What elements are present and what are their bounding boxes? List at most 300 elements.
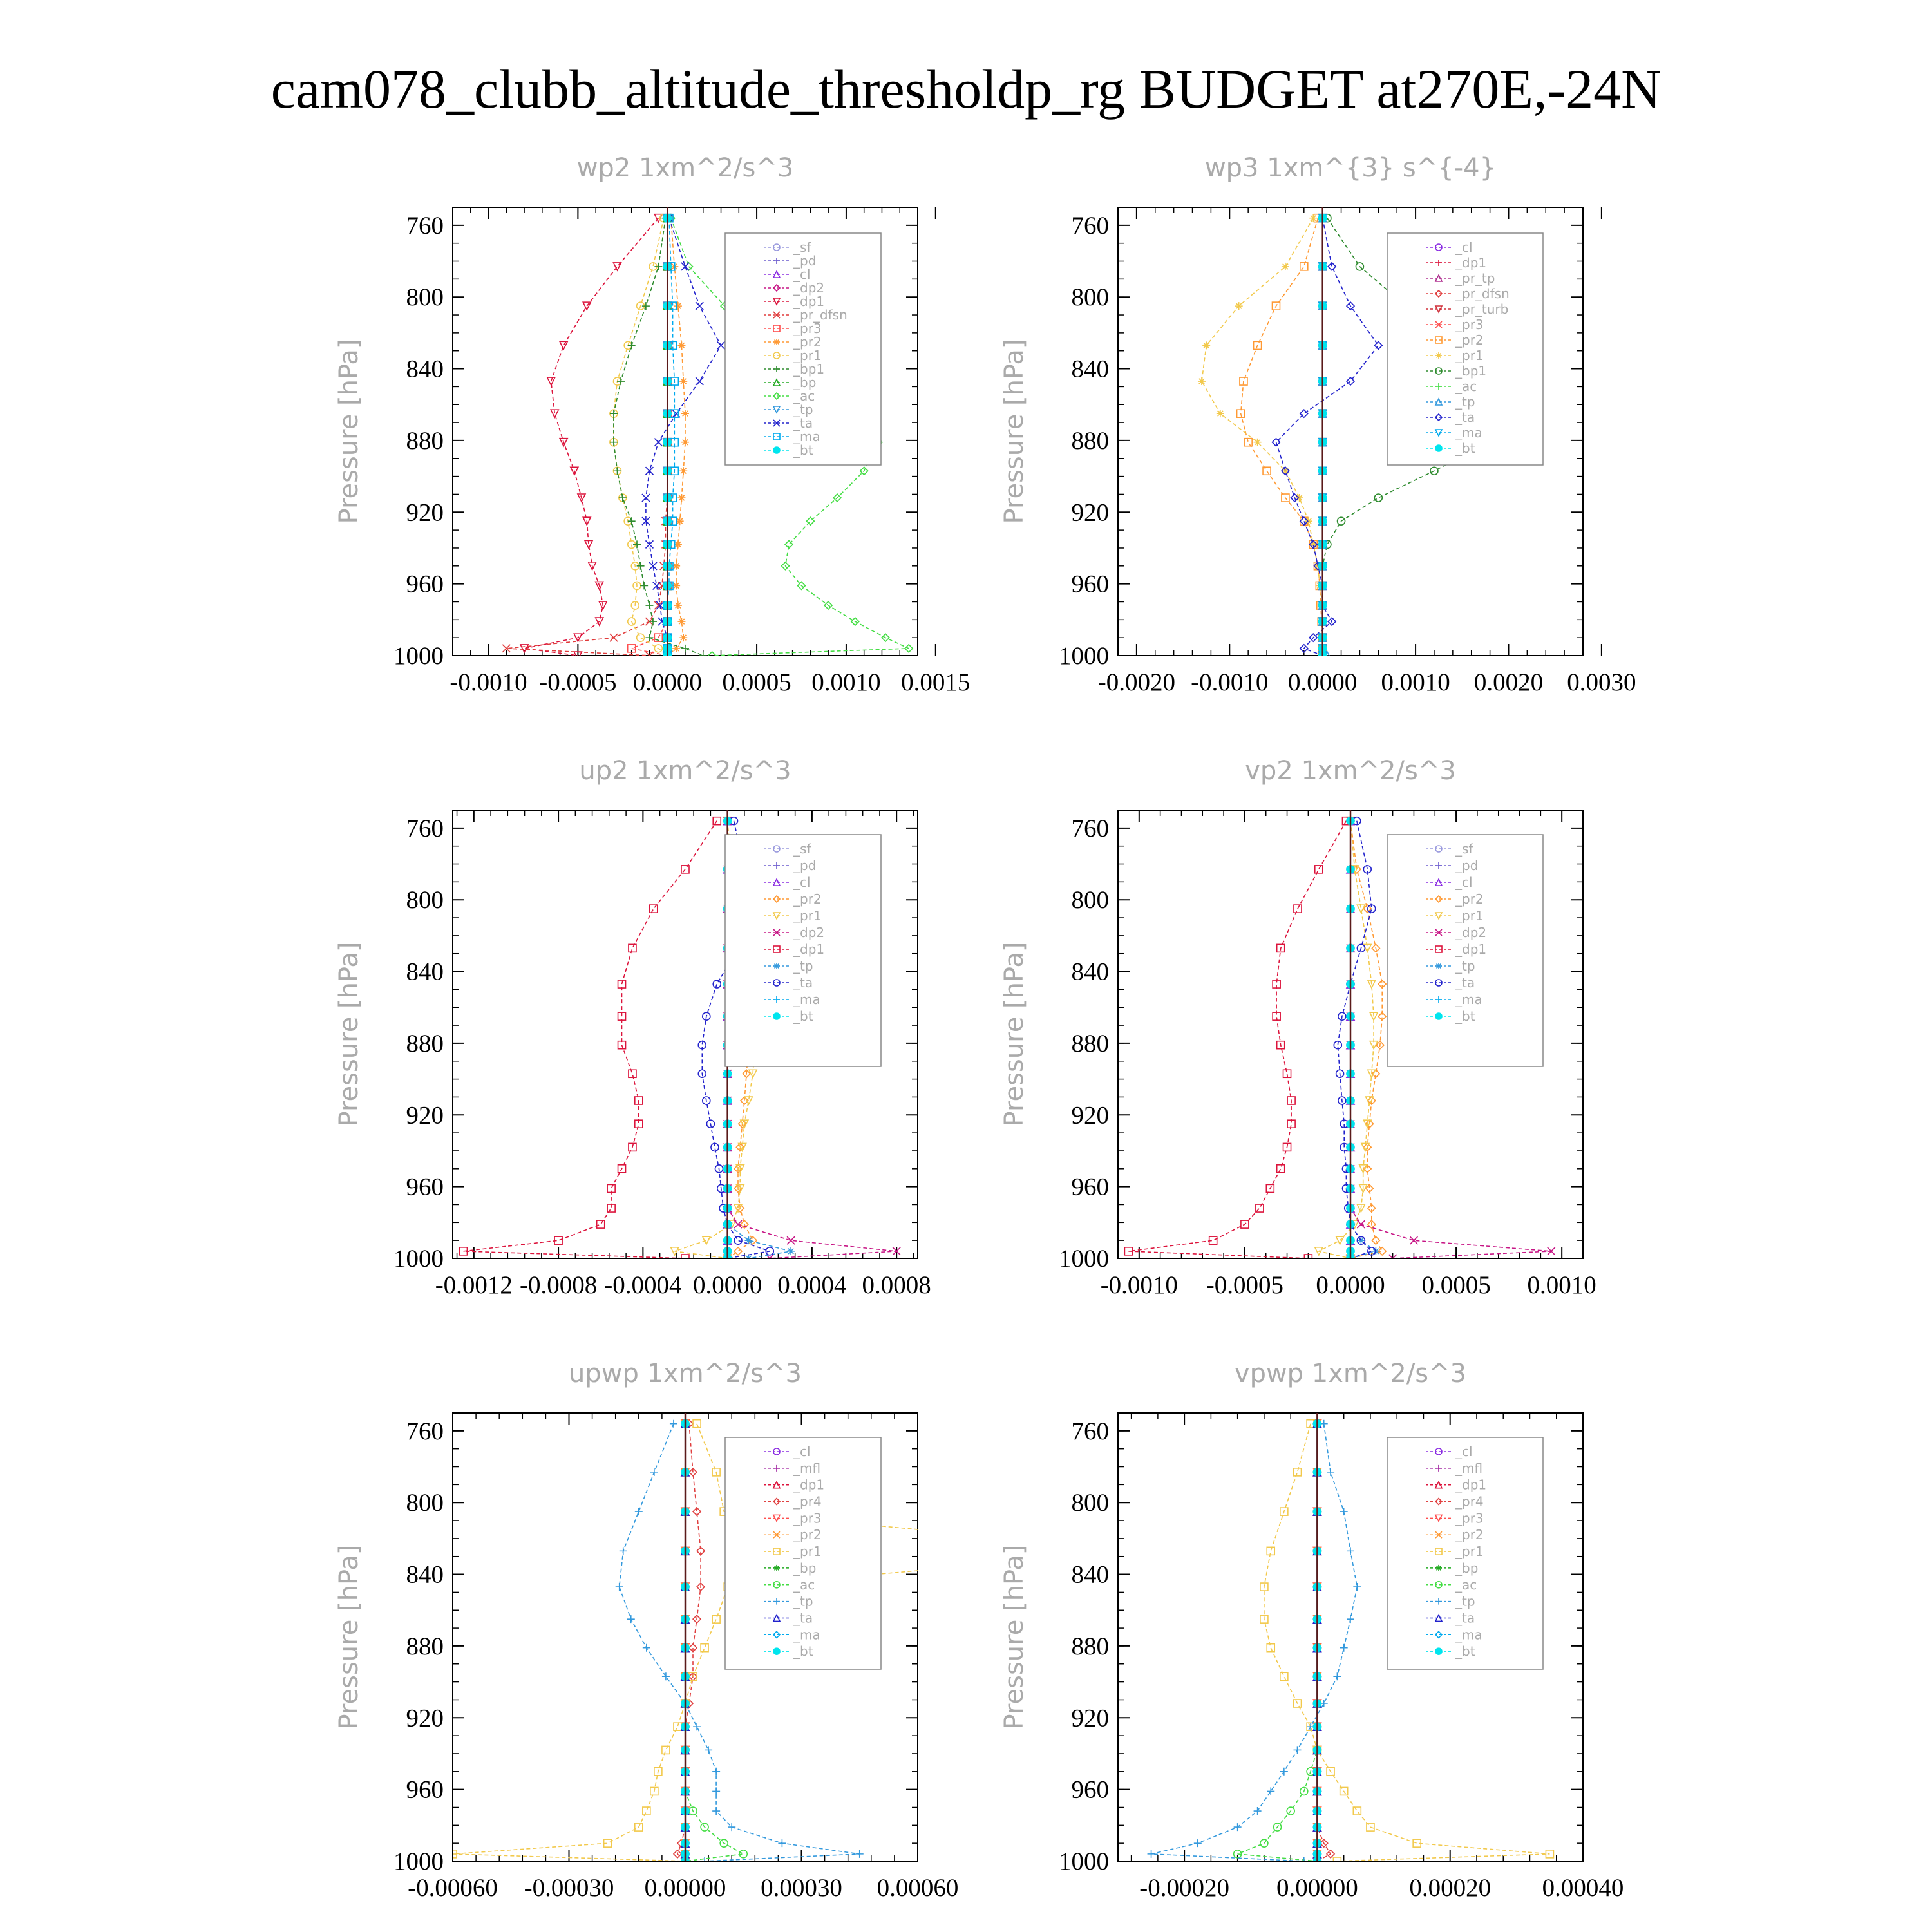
data-point <box>1353 1583 1361 1591</box>
legend-label: _pr3 <box>793 1510 822 1526</box>
legend-label: _pr_turb <box>1455 301 1509 317</box>
data-point <box>701 1644 708 1652</box>
data-point <box>597 1220 605 1228</box>
data-point <box>1282 263 1289 270</box>
data-point <box>713 817 721 825</box>
legend-label: _tp <box>1455 958 1475 974</box>
legend <box>725 835 881 1066</box>
data-point <box>1280 1672 1288 1680</box>
data-point <box>1296 494 1303 502</box>
y-tick-label: 1000 <box>393 1245 444 1273</box>
data-point <box>696 377 703 385</box>
data-point <box>650 1468 658 1476</box>
legend-label: _ac <box>793 388 815 404</box>
legend-marker <box>773 1648 780 1654</box>
y-axis-label: Pressure [hPa] <box>999 339 1029 524</box>
x-tick-label: 0.0000 <box>1288 668 1358 696</box>
y-tick-label: 880 <box>406 1029 444 1057</box>
x-tick-label: -0.0010 <box>1191 668 1269 696</box>
data-point <box>703 1236 710 1244</box>
x-tick-label: 0.0010 <box>1381 668 1450 696</box>
legend-label: _pr1 <box>793 908 822 923</box>
data-point <box>642 494 650 502</box>
data-point <box>654 439 662 446</box>
data-point <box>674 540 682 548</box>
data-point <box>856 1850 864 1858</box>
y-tick-label: 840 <box>1071 958 1109 986</box>
legend-label: _bt <box>793 1009 813 1024</box>
y-tick-label: 1000 <box>1059 1245 1109 1273</box>
data-point <box>674 1723 681 1730</box>
x-tick-label: 0.00000 <box>1276 1874 1358 1902</box>
legend-label: _pr1 <box>1455 348 1484 363</box>
y-tick-label: 1000 <box>393 642 444 670</box>
data-point <box>1280 1768 1288 1776</box>
series_pr1 <box>1315 817 1378 1262</box>
y-tick-label: 800 <box>406 283 444 312</box>
x-tick-label: -0.0005 <box>539 668 617 696</box>
data-point <box>677 341 685 349</box>
data-point <box>681 645 689 652</box>
legend-label: _bp1 <box>793 361 825 377</box>
data-point <box>1293 1468 1301 1476</box>
data-point <box>712 1615 720 1623</box>
data-point <box>1300 263 1308 270</box>
x-tick-label: 0.0005 <box>1421 1271 1491 1299</box>
y-axis-label: Pressure [hPa] <box>999 942 1029 1127</box>
data-point <box>717 341 725 349</box>
legend-label: _mfl <box>793 1460 821 1476</box>
legend <box>725 1437 881 1669</box>
data-point <box>712 1787 720 1795</box>
legend-label: _dp1 <box>1455 255 1487 270</box>
data-point <box>712 1768 720 1776</box>
data-point <box>1300 1857 1308 1865</box>
legend-label: _pr2 <box>1455 1527 1484 1543</box>
y-tick-label: 840 <box>406 958 444 986</box>
panel-title: wp2 1xm^2/s^3 <box>576 153 794 183</box>
data-point <box>643 1807 650 1815</box>
data-point <box>1234 1823 1242 1831</box>
series-line <box>614 218 667 656</box>
legend-label: _pr1 <box>793 348 822 363</box>
legend-label: _ma <box>1455 992 1482 1007</box>
data-point <box>744 1255 752 1262</box>
data-point <box>1305 517 1312 525</box>
legend-label: _cl <box>793 267 811 282</box>
y-tick-label: 960 <box>406 570 444 598</box>
legend-label: _ma <box>1455 1627 1482 1643</box>
legend-label: _tp <box>1455 394 1475 410</box>
data-point <box>1315 866 1323 873</box>
y-tick-label: 1000 <box>393 1848 444 1875</box>
data-point <box>679 634 687 641</box>
data-point <box>674 302 682 310</box>
legend-label: _ac <box>1455 379 1477 394</box>
y-tick-label: 960 <box>1071 1173 1109 1201</box>
legend-label: _ta <box>1455 410 1475 425</box>
data-point <box>620 1547 627 1555</box>
legend <box>1387 835 1543 1066</box>
data-point <box>679 377 687 385</box>
x-tick-label: -0.00030 <box>524 1874 614 1902</box>
legend-marker <box>773 339 780 345</box>
page-title: cam078_clubb_altitude_thresholdp_rg BUDGET at270E,-24N <box>270 58 1662 120</box>
legend-label: _pr_dfsn <box>793 307 848 323</box>
legend-label: _ma <box>793 429 820 444</box>
panel-6 <box>999 1359 1624 1902</box>
data-point <box>629 1070 636 1077</box>
series_pr1 <box>1198 214 1327 659</box>
legend-marker <box>1435 963 1442 969</box>
series_tp <box>1347 817 1379 1262</box>
series_ma <box>663 214 678 659</box>
legend-label: _cl <box>793 875 811 890</box>
legend-label: _dp1 <box>793 1477 825 1493</box>
legend-label: _bt <box>1455 1009 1475 1024</box>
y-axis-label: Pressure [hPa] <box>999 1544 1029 1730</box>
y-tick-label: 760 <box>406 211 444 240</box>
series_dp1 <box>459 817 721 1262</box>
legend-label: _tp <box>793 958 813 974</box>
x-tick-label: -0.0008 <box>519 1271 598 1299</box>
data-point <box>670 1420 677 1428</box>
legend-label: _pr2 <box>793 891 822 907</box>
legend-label: _cl <box>1455 875 1473 890</box>
legend-label: _pr2 <box>793 334 822 350</box>
y-tick-label: 800 <box>406 886 444 914</box>
data-point <box>1148 1850 1155 1858</box>
data-point <box>693 1723 701 1730</box>
data-point <box>1309 214 1317 222</box>
legend-label: _bp <box>1455 1560 1479 1576</box>
series_pr2 <box>1347 817 1386 1262</box>
data-point <box>672 582 680 589</box>
data-point <box>1217 410 1224 417</box>
legend-marker <box>773 447 780 453</box>
x-tick-label: 0.00060 <box>876 1874 959 1902</box>
legend-label: _pr2 <box>1455 891 1484 907</box>
legend-label: _pr4 <box>1455 1493 1484 1510</box>
legend-label: _dp1 <box>1455 942 1487 957</box>
series_dp1 <box>520 214 662 659</box>
legend-label: _ta <box>793 975 813 990</box>
series-line <box>1128 821 1346 1258</box>
legend <box>725 233 881 465</box>
data-point <box>1309 540 1317 548</box>
y-tick-label: 1000 <box>1059 1848 1109 1875</box>
data-point <box>635 1508 643 1515</box>
x-tick-label: 0.00020 <box>1409 1874 1492 1902</box>
legend-marker <box>773 1013 780 1019</box>
series_ta <box>1272 214 1382 659</box>
data-point <box>672 410 680 417</box>
series-line <box>1202 218 1323 656</box>
y-tick-label: 880 <box>1071 1632 1109 1660</box>
data-point <box>778 1839 786 1847</box>
y-tick-label: 880 <box>406 426 444 455</box>
data-point <box>1357 1220 1365 1228</box>
y-tick-label: 920 <box>406 498 444 527</box>
data-point <box>629 944 636 952</box>
data-point <box>1347 1615 1354 1623</box>
data-point <box>560 341 567 349</box>
legend-label: _bt <box>1455 440 1475 456</box>
data-point <box>1327 1468 1334 1476</box>
y-tick-label: 880 <box>406 1632 444 1660</box>
data-point <box>677 494 685 502</box>
legend-label: _pd <box>793 253 817 269</box>
legend-label: _ta <box>793 415 813 431</box>
x-tick-label: 0.0000 <box>693 1271 762 1299</box>
panel-2 <box>999 153 1636 696</box>
legend-label: _dp1 <box>793 942 825 957</box>
series-line <box>506 218 667 656</box>
legend-marker <box>1435 352 1442 359</box>
series_pr_dfsn <box>502 214 671 659</box>
data-point <box>679 467 687 475</box>
legend <box>1387 233 1543 465</box>
series_ta <box>642 214 725 659</box>
data-point <box>1146 1547 1154 1555</box>
y-tick-label: 920 <box>1071 1101 1109 1130</box>
x-tick-label: 0.0015 <box>901 668 971 696</box>
legend-label: _bp1 <box>1455 363 1487 379</box>
legend-label: _pr4 <box>793 1493 822 1510</box>
legend-label: _sf <box>793 240 811 255</box>
legend-label: _bp <box>793 375 817 390</box>
legend-label: _pd <box>1455 858 1479 873</box>
legend-label: _tp <box>1455 1593 1475 1609</box>
series_ac <box>1234 1420 1321 1865</box>
data-point <box>627 1615 635 1623</box>
y-tick-label: 960 <box>1071 1776 1109 1804</box>
data-point <box>681 439 689 446</box>
series-line <box>1241 218 1323 656</box>
panel-title: wp3 1xm^{3} s^{-4} <box>1204 153 1497 183</box>
legend-label: _ac <box>793 1577 815 1593</box>
legend-label: _dp2 <box>793 280 825 296</box>
legend-marker <box>1435 445 1442 451</box>
data-point <box>696 302 703 310</box>
y-axis-label: Pressure [hPa] <box>334 942 364 1127</box>
y-tick-label: 880 <box>1071 1029 1109 1057</box>
legend-label: _bt <box>793 1643 813 1660</box>
data-point <box>637 634 645 641</box>
series_pr4 <box>674 1420 705 1865</box>
data-point <box>705 1746 712 1754</box>
legend-label: _cl <box>793 1444 811 1459</box>
data-point <box>1328 263 1336 270</box>
legend-label: _pr1 <box>793 1544 822 1560</box>
panel-4 <box>999 756 1596 1299</box>
data-point <box>1235 302 1243 310</box>
y-tick-label: 840 <box>1071 1560 1109 1589</box>
legend-marker <box>1435 1648 1442 1654</box>
data-point <box>1282 467 1289 475</box>
series-line <box>524 218 658 656</box>
legend-label: _bt <box>1455 1643 1475 1660</box>
data-point <box>1347 1547 1354 1555</box>
data-point <box>645 601 653 609</box>
legend-label: _ta <box>1455 1610 1475 1626</box>
data-point <box>1333 1672 1341 1680</box>
series_tp <box>1148 1420 1361 1865</box>
series-line <box>1238 1424 1318 1861</box>
data-point <box>681 263 689 270</box>
data-point <box>734 1236 742 1244</box>
y-axis-label: Pressure [hPa] <box>334 339 364 524</box>
legend-label: _mfl <box>1455 1460 1483 1476</box>
y-tick-label: 800 <box>1071 283 1109 312</box>
data-point <box>1372 1236 1379 1244</box>
legend-marker <box>1435 1013 1442 1019</box>
y-tick-label: 760 <box>1071 814 1109 842</box>
y-tick-label: 800 <box>406 1489 444 1517</box>
data-point <box>1340 1508 1348 1515</box>
series_ta <box>1334 817 1376 1262</box>
data-point <box>713 980 721 988</box>
y-tick-label: 840 <box>406 1560 444 1589</box>
panel-5 <box>334 1359 1154 1902</box>
panel-3 <box>334 756 931 1299</box>
series-line <box>646 218 721 656</box>
data-point <box>640 582 648 589</box>
legend-label: _cl <box>1455 1444 1473 1459</box>
x-tick-label: -0.00020 <box>1139 1874 1230 1902</box>
x-tick-label: -0.0004 <box>604 1271 682 1299</box>
x-tick-label: 0.0020 <box>1473 668 1544 696</box>
legend-label: _ac <box>1455 1577 1477 1593</box>
legend-label: _ma <box>793 992 820 1007</box>
data-point <box>1194 1839 1202 1847</box>
x-tick-label: -0.0020 <box>1097 668 1176 696</box>
legend-label: _pr3 <box>1455 317 1484 332</box>
legend-label: _ta <box>1455 975 1475 990</box>
data-point <box>672 562 680 570</box>
panel-title: up2 1xm^2/s^3 <box>579 756 791 786</box>
data-point <box>699 652 707 659</box>
y-tick-label: 840 <box>406 355 444 383</box>
x-tick-label: 0.0004 <box>777 1271 847 1299</box>
data-point <box>1267 1644 1274 1652</box>
y-tick-label: 920 <box>406 1101 444 1130</box>
x-tick-label: -0.0010 <box>1100 1271 1178 1299</box>
legend-label: _cl <box>1455 240 1473 255</box>
legend-label: _dp2 <box>1455 925 1487 940</box>
data-point <box>628 517 636 525</box>
data-point <box>616 1583 623 1591</box>
panel-1 <box>334 153 970 696</box>
x-tick-label: -0.0005 <box>1206 1271 1284 1299</box>
legend-label: _ma <box>793 1627 820 1643</box>
x-tick-label: 0.0005 <box>722 668 791 696</box>
legend-label: _dp2 <box>793 925 825 940</box>
legend-label: _bt <box>793 442 813 458</box>
y-tick-label: 920 <box>406 1704 444 1732</box>
legend-label: _sf <box>793 841 811 857</box>
data-point <box>1374 494 1382 502</box>
data-point <box>674 601 682 609</box>
legend-label: _sf <box>1455 841 1473 857</box>
data-point <box>662 1672 670 1680</box>
legend-label: _dp1 <box>793 294 825 309</box>
panel-title: vp2 1xm^2/s^3 <box>1245 756 1456 786</box>
y-tick-label: 800 <box>1071 1489 1109 1517</box>
panel-title: vpwp 1xm^2/s^3 <box>1234 1359 1467 1388</box>
legend-label: _pr2 <box>1455 332 1484 348</box>
data-point <box>1244 439 1252 446</box>
data-point <box>681 410 689 417</box>
data-point <box>1293 1746 1301 1754</box>
legend-label: _ta <box>793 1610 813 1626</box>
data-point <box>1198 377 1206 385</box>
legend-label: _ma <box>1455 425 1482 440</box>
y-tick-label: 760 <box>406 814 444 842</box>
data-point <box>649 618 657 625</box>
data-point <box>787 1247 795 1255</box>
legend-marker <box>773 963 780 969</box>
data-point <box>734 1247 742 1255</box>
x-tick-label: 0.0000 <box>1316 1271 1385 1299</box>
series_pr3 <box>628 214 672 659</box>
data-point <box>1340 1644 1348 1652</box>
y-tick-label: 800 <box>1071 886 1109 914</box>
y-tick-label: 760 <box>406 1417 444 1445</box>
x-tick-label: -0.0010 <box>450 668 527 696</box>
legend-label: _pr3 <box>1455 1510 1484 1526</box>
y-tick-label: 960 <box>406 1776 444 1804</box>
legend-label: _pr_dfsn <box>1455 286 1510 301</box>
data-point <box>617 377 625 385</box>
x-tick-label: 0.0010 <box>1527 1271 1596 1299</box>
x-tick-label: 0.0000 <box>632 668 702 696</box>
y-axis-label: Pressure [hPa] <box>334 1544 364 1730</box>
y-tick-label: 960 <box>406 1173 444 1201</box>
y-tick-label: 760 <box>1071 211 1109 240</box>
x-tick-label: -0.0012 <box>435 1271 513 1299</box>
legend-marker <box>773 1565 780 1571</box>
data-point <box>1277 1165 1285 1173</box>
y-tick-label: 840 <box>1071 355 1109 383</box>
series-line <box>614 218 703 656</box>
series-line <box>463 821 717 1258</box>
legend-label: _pd <box>793 858 817 873</box>
x-tick-label: 0.00030 <box>761 1874 842 1902</box>
legend-label: _tp <box>793 1593 813 1609</box>
series-line <box>1151 1424 1358 1861</box>
y-tick-label: 1000 <box>1059 642 1109 670</box>
legend-label: _pr1 <box>1455 1544 1484 1560</box>
x-tick-label: -0.00060 <box>408 1874 498 1902</box>
y-tick-label: 960 <box>1071 570 1109 598</box>
y-tick-label: 920 <box>1071 498 1109 527</box>
y-tick-label: 920 <box>1071 1704 1109 1732</box>
data-point <box>677 618 685 625</box>
legend-label: _pr2 <box>793 1527 822 1543</box>
data-point <box>1267 1787 1274 1795</box>
y-tick-label: 880 <box>1071 426 1109 455</box>
x-tick-label: 0.0010 <box>811 668 881 696</box>
legend-label: _pr3 <box>793 321 822 336</box>
panel-title: upwp 1xm^2/s^3 <box>569 1359 802 1388</box>
data-point <box>643 1644 650 1652</box>
x-tick-label: 0.00000 <box>644 1874 726 1902</box>
data-point <box>654 601 662 609</box>
legend <box>1387 1437 1543 1669</box>
data-point <box>662 1746 670 1754</box>
legend-marker <box>1435 1565 1442 1571</box>
